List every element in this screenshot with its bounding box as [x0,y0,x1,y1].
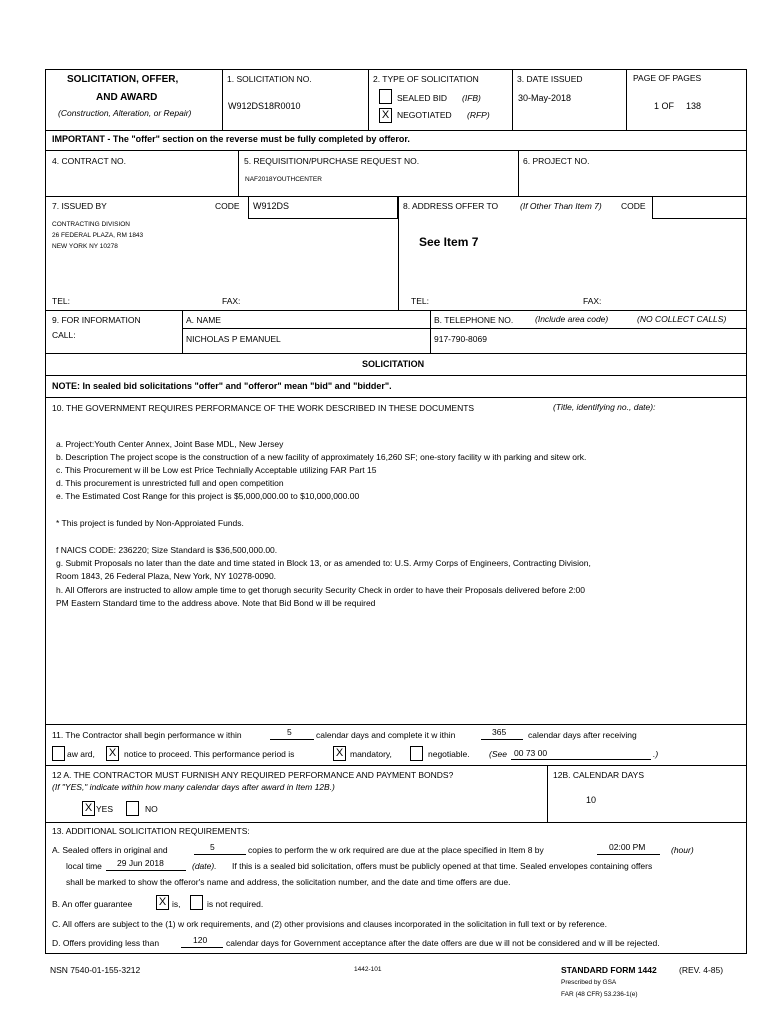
address-offer-qualifier: (If Other Than Item 7) [520,201,602,211]
item11-days-complete[interactable]: 365 [492,727,507,737]
notice-to-proceed-checkbox[interactable]: X [106,746,119,761]
footer-revision: (REV. 4-85) [679,965,724,975]
item13d-days[interactable]: 120 [193,935,208,945]
item10-line: a. Project:Youth Center Annex, Joint Base MDL, New Jersey [56,439,284,449]
issued-by-address-line3: NEW YORK NY 10278 [52,243,118,250]
for-information-label: 9. FOR INFORMATION [52,315,141,325]
page-of-pages-label: PAGE OF PAGES [633,73,702,83]
award-label: aw ard, [67,749,95,759]
footer-nsn: NSN 7540-01-155-3212 [50,965,141,975]
issued-by-fax-label: FAX: [222,296,241,306]
form-title-line1: SOLICITATION, OFFER, [67,74,179,85]
area-code-label: (Include area code) [535,314,609,324]
address-offer-code-label: CODE [621,201,646,211]
item10-line: b. Description The project scope is the construction of a new facility of approximately 16,260 SF; one-story facility w ith parking and sitew ork. [56,452,587,462]
type-of-solicitation-label: 2. TYPE OF SOLICITATION [373,74,479,84]
form-title-line3: (Construction, Alteration, or Repair) [58,108,192,118]
item11-text3: calendar days after receiving [528,730,637,740]
issued-by-address-line2: 26 FEDERAL PLAZA, RM 1843 [52,232,144,239]
issued-by-address-line1: CONTRACTING DIVISION [52,221,131,228]
rfp-label: (RFP) [467,110,490,120]
address-offer-value: See Item 7 [419,235,479,249]
item13a-local-time: local time [66,861,102,871]
guarantee-not-checkbox[interactable] [190,895,203,910]
see-value[interactable]: 00 73 00 [514,748,548,758]
no-collect-calls-label: (NO COLLECT CALLS) [637,314,727,324]
item10-qualifier: (Title, identifying no., date): [553,402,656,412]
solicitation-no-label: 1. SOLICITATION NO. [227,74,312,84]
bonds-no-label: NO [145,804,158,814]
important-note: IMPORTANT - The "offer" section on the reverse must be fully completed by offeror. [52,134,410,144]
negotiable-checkbox[interactable] [410,746,423,761]
mandatory-checkbox[interactable]: X [333,746,346,761]
telephone-value: 917-790-8069 [434,334,487,344]
see-end: .) [653,749,659,759]
sealed-bid-note: NOTE: In sealed bid solicitations "offer" and "offeror" mean "bid" and "bidder". [52,381,392,391]
date-issued-label: 3. DATE ISSUED [517,74,583,84]
issued-by-code-label: CODE [215,201,240,211]
ifb-label: (IFB) [462,93,481,103]
item13d-text1: D. Offers providing less than [52,938,160,948]
negotiated-label: NEGOTIATED [397,110,452,120]
item10-line: g. Submit Proposals no later than the date and time stated in Block 13, or as amended to: U.S. Army Corps of Engineers, Contracting Division, [56,558,591,568]
project-no-label: 6. PROJECT NO. [523,156,590,166]
page-number: 1 OF [654,101,675,111]
item11-text1: 11. The Contractor shall begin performance w ithin [52,730,242,740]
sealed-bid-label: SEALED BID [397,93,448,103]
item10-line: PM Eastern Standard time to the address above. Note that Bid Bond w ill be required [56,598,376,608]
address-offer-tel-label: TEL: [411,296,429,306]
negotiated-checkbox[interactable]: X [379,108,392,123]
item13a-text2: copies to perform the w ork required are due at the place specified in Item 8 by [248,845,544,855]
item10-line: * This project is funded by Non-Approiated Funds. [56,518,244,528]
item11-days-begin[interactable]: 5 [287,727,292,737]
bonds-no-checkbox[interactable] [126,801,139,816]
item13-label: 13. ADDITIONAL SOLICITATION REQUIREMENTS: [52,826,250,836]
mandatory-label: mandatory, [350,749,392,759]
issued-by-tel-label: TEL: [52,296,70,306]
page-total: 138 [686,101,702,111]
item13c-text: C. All offers are subject to the (1) w ork requirements, and (2) other provisions and clauses incorporated in the solicitation in full text or by reference. [52,919,607,929]
bonds-yes-checkbox[interactable]: X [82,801,95,816]
item13a-copies[interactable]: 5 [210,842,215,852]
item12a-label: 12 A. THE CONTRACTOR MUST FURNISH ANY REQUIRED PERFORMANCE AND PAYMENT BONDS? [52,770,454,780]
item10-line: f NAICS CODE: 236220; Size Standard is $36,500,000.00. [56,545,278,555]
sealed-bid-checkbox[interactable] [379,89,392,104]
notice-to-proceed-label: notice to proceed. This performance period is [124,749,295,759]
address-offer-code-box [652,197,747,219]
issued-by-label: 7. ISSUED BY [52,201,107,211]
item13b-not-required: is not required. [207,899,264,909]
item13b-is: is, [172,899,181,909]
solicitation-no-value: W912DS18R0010 [228,101,301,111]
issued-by-code-value: W912DS [253,201,290,211]
item10-line: Room 1843, 26 Federal Plaza, New York, NY 10278-0090. [56,571,277,581]
item10-line: h. All Offerors are instructed to allow ample time to get thorugh security Security Check in order to have their Proposals delivered before 2:00 [56,585,586,595]
item10-line: d. This procurement is unrestricted full and open competition [56,478,284,488]
item12a-sub: (If "YES," indicate within how many calendar days after award in Item 12B.) [52,782,335,792]
item11-text2: calendar days and complete it w ithin [316,730,456,740]
name-value: NICHOLAS P EMANUEL [186,334,281,344]
contract-no-label: 4. CONTRACT NO. [52,156,126,166]
date-issued-value: 30-May-2018 [518,93,572,103]
solicitation-heading: SOLICITATION [362,359,425,369]
item13d-text2: calendar days for Government acceptance after the date offers are due w ill not be considered and w ill be rejected. [226,938,660,948]
item13a-text3: If this is a sealed bid solicitation, offers must be publicly opened at that time. Sealed envelopes containing offers [232,861,653,871]
item10-line: c. This Procurement w ill be Low est Price Technially Acceptable utilizing FAR Part 15 [56,465,377,475]
requisition-no-label: 5. REQUISITION/PURCHASE REQUEST NO. [244,156,420,166]
call-label: CALL: [52,330,76,340]
footer-prescribed: Prescribed by GSA [561,979,617,986]
item10-label: 10. THE GOVERNMENT REQUIRES PERFORMANCE OF THE WORK DESCRIBED IN THESE DOCUMENTS [52,403,475,413]
footer-form-code: 1442-101 [354,966,382,973]
footer-standard-form: STANDARD FORM 1442 [561,965,657,975]
item13b-text1: B. An offer guarantee [52,899,133,909]
item12b-label: 12B. CALENDAR DAYS [553,770,645,780]
negotiable-label: negotiable. [428,749,470,759]
award-checkbox[interactable] [52,746,65,761]
item12b-value[interactable]: 10 [586,795,597,805]
item13a-text1: A. Sealed offers in original and [52,845,168,855]
see-label: (See [489,749,507,759]
guarantee-is-checkbox[interactable]: X [156,895,169,910]
requisition-no-value: NAF2018YOUTHCENTER [245,176,322,183]
telephone-label: B. TELEPHONE NO. [434,315,514,325]
address-offer-fax-label: FAX: [583,296,602,306]
item13a-date-label: (date). [192,861,217,871]
item13a-time[interactable]: 02:00 PM [609,842,646,852]
item13a-text4: shall be marked to show the offeror's name and address, the solicitation number, and the date and time offers are due. [66,877,511,887]
address-offer-to-label: 8. ADDRESS OFFER TO [403,201,499,211]
item13a-due-date[interactable]: 29 Jun 2018 [117,858,164,868]
footer-far: FAR (48 CFR) 53.236-1(e) [561,991,638,998]
form-title-line2: AND AWARD [96,92,158,103]
item10-line: e. The Estimated Cost Range for this project is $5,000,000.00 to $10,000,000.00 [56,491,360,501]
bonds-yes-label: YES [96,804,114,814]
item13a-hour: (hour) [671,845,694,855]
name-label: A. NAME [186,315,221,325]
